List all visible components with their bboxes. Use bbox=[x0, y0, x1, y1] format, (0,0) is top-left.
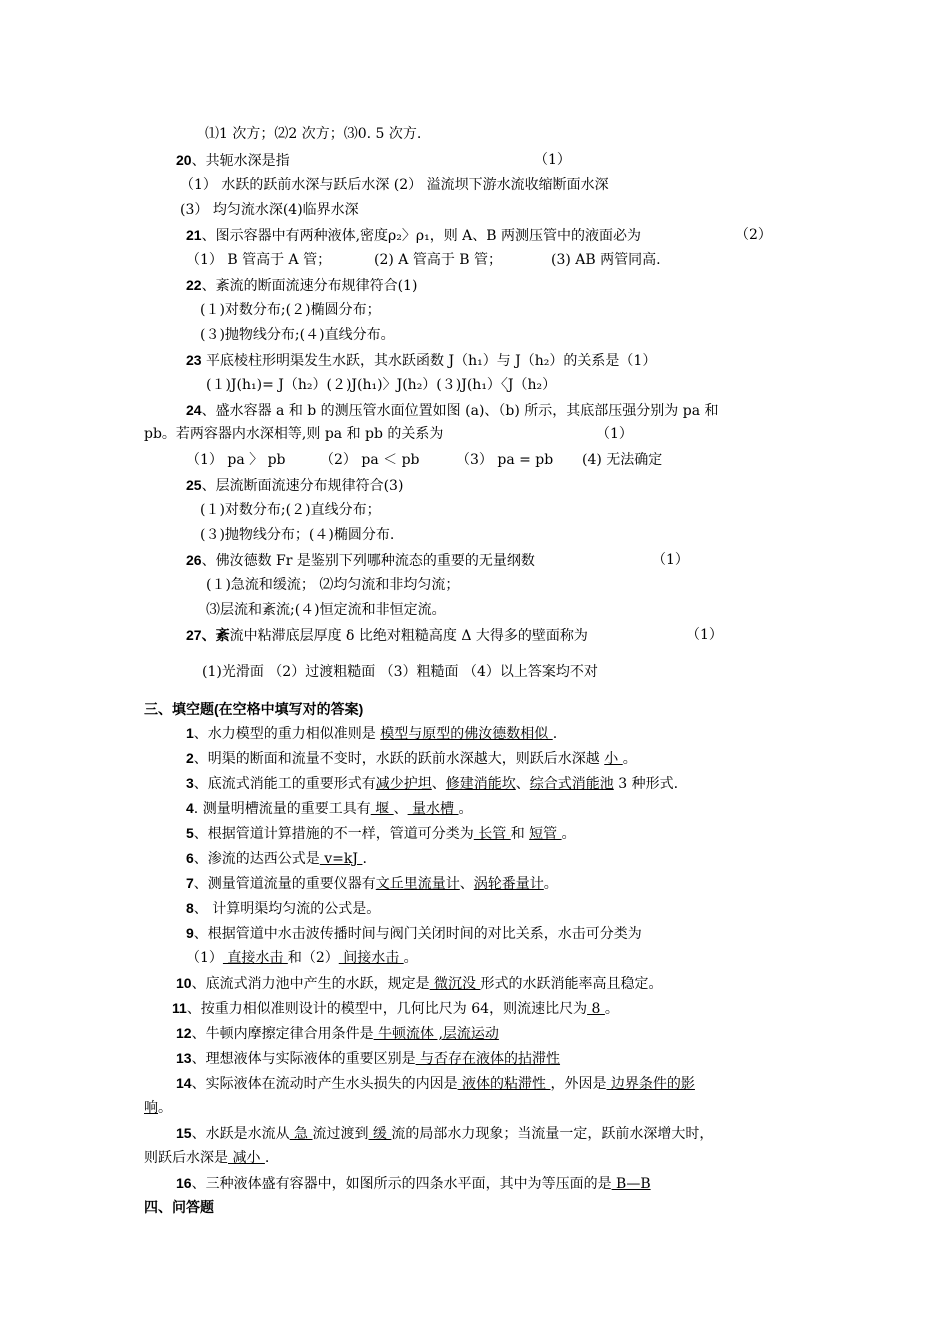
q21-stem: 21、图示容器中有两种液体,密度ρ₂〉ρ₁，则 A、B 两测压管中的液面必为 bbox=[186, 227, 642, 244]
q27-stem: 27、紊流中粘滞底层厚度 δ 比绝对粗糙高度 Δ 大得多的壁面称为 bbox=[186, 627, 588, 644]
fill-q11: 11、按重力相似准则设计的模型中，几何比尺为 64，则流速比尺为 8 。 bbox=[172, 1000, 619, 1017]
fill-q1: 1、水力模型的重力相似准则是 模型与原型的佛汝德数相似 . bbox=[186, 725, 558, 742]
q27-options: (1)光滑面 （2）过渡粗糙面 （3）粗糙面 （4）以上答案均不对 bbox=[202, 664, 598, 680]
q20-stem: 20、共轭水深是指 bbox=[176, 152, 290, 169]
q24-option-3: （3） pa = pb bbox=[456, 452, 554, 468]
q25-options-1: (１)对数分布;(２)直线分布； bbox=[200, 502, 381, 518]
q21-option-3: (3) AB 两管同高. bbox=[551, 252, 661, 268]
q25-stem: 25、层流断面流速分布规律符合(3) bbox=[186, 477, 404, 494]
q26-options-2: ⑶层流和紊流;(４)恒定流和非恒定流。 bbox=[206, 602, 446, 618]
q24-stem-1: 24、盛水容器 a 和 b 的测压管水面位置如图 (a)、（b) 所示，其底部压强分别为 pa 和 bbox=[186, 402, 719, 419]
fill-q15-line2: 则跃后水深是 减小 . bbox=[144, 1150, 270, 1166]
q21-option-2: (2) A 管高于 B 管； bbox=[374, 252, 503, 268]
section-3-heading: 三、填空题(在空格中填写对的答案) bbox=[144, 701, 364, 717]
fill-q14-line2: 响。 bbox=[144, 1100, 172, 1116]
q23-options: (１)J(h₁)= J（h₂）(２)J(h₁)〉J(h₂）(３)J(h₁）〈J（h₂） bbox=[206, 377, 557, 393]
fill-q7: 7、测量管道流量的重要仪器有文丘里流量计、涡轮番量计。 bbox=[186, 875, 558, 892]
fill-q15-line1: 15、水跃是水流从 急 流过渡到 缓 流的局部水力现象；当流量一定，跃前水深增大时， bbox=[176, 1125, 714, 1142]
fill-q10: 10、底流式消力池中产生的水跃，规定是 微沉没 形式的水跃消能率高且稳定。 bbox=[176, 975, 663, 992]
fill-q12: 12、牛顿内摩擦定律合用条件是 牛顿流体 ,层流运动 bbox=[176, 1025, 499, 1042]
fill-q14-line1: 14、实际液体在流动时产生水头损失的内因是 液体的粘滞性 ，外因是 边界条件的影 bbox=[176, 1075, 695, 1092]
fill-q8: 8、 计算明渠均匀流的公式是。 bbox=[186, 900, 381, 917]
q20-options-2: (3） 均匀流水深(4)临界水深 bbox=[180, 202, 359, 218]
fill-q3: 3、底流式消能工的重要形式有减少护坦、修建消能坎、综合式消能池 3 种形式. bbox=[186, 775, 679, 792]
section-4-heading: 四、问答题 bbox=[144, 1199, 214, 1215]
fill-q2: 2、明渠的断面和流量不变时，水跃的跃前水深越大，则跃后水深越 小 。 bbox=[186, 750, 637, 767]
q22-options-2: (３)抛物线分布;(４)直线分布。 bbox=[200, 327, 395, 343]
fill-q16: 16、三种液体盛有容器中，如图所示的四条水平面，其中为等压面的是 B—B bbox=[176, 1175, 651, 1192]
fill-q6: 6、渗流的达西公式是 v=kJ . bbox=[186, 850, 367, 867]
q20-answer: （1） bbox=[534, 152, 571, 168]
q21-answer: （2） bbox=[735, 227, 772, 243]
q23-stem: 23 平底棱柱形明渠发生水跃，其水跃函数 J（h₁）与 J（h₂）的关系是（1） bbox=[186, 352, 657, 369]
q26-answer: （1） bbox=[652, 552, 689, 568]
q24-stem-2: pb。若两容器内水深相等,则 pa 和 pb 的关系为 bbox=[144, 426, 444, 442]
q24-option-4: (4) 无法确定 bbox=[582, 452, 663, 468]
q19-options: ⑴1 次方；⑵2 次方；⑶0. 5 次方. bbox=[205, 126, 422, 142]
q24-option-2: （2） pa ＜ pb bbox=[320, 452, 420, 468]
fill-q13: 13、理想液体与实际液体的重要区别是 与否存在液体的拈滞性 bbox=[176, 1050, 561, 1067]
fill-q4: 4. 测量明槽流量的重要工具有 堰 、 量水槽 。 bbox=[186, 800, 473, 817]
q22-options-1: (１)对数分布;(２)椭圆分布； bbox=[200, 302, 381, 318]
fill-q9-line2: （1） 直接水击 和（2） 间接水击 。 bbox=[186, 950, 418, 966]
fill-q9-line1: 9、根据管道中水击波传播时间与阀门关闭时间的对比关系，水击可分类为 bbox=[186, 925, 642, 942]
fill-q5: 5、根据管道计算措施的不一样，管道可分类为 长管 和 短管 。 bbox=[186, 825, 576, 842]
q20-options-1: （1） 水跃的跃前水深与跃后水深 (2） 溢流坝下游水流收缩断面水深 bbox=[180, 177, 609, 193]
q27-answer: （1） bbox=[686, 627, 723, 643]
q25-options-2: (３)抛物线分布；(４)椭圆分布. bbox=[200, 527, 395, 543]
q22-stem: 22、紊流的断面流速分布规律符合(1) bbox=[186, 277, 418, 294]
q26-options-1: (１)急流和缓流； ⑵均匀流和非均匀流； bbox=[206, 577, 460, 593]
q21-option-1: （1） B 管高于 A 管； bbox=[186, 252, 332, 268]
q24-option-1: （1） pa 〉 pb bbox=[186, 452, 286, 468]
q24-answer: （1） bbox=[596, 426, 633, 442]
q26-stem: 26、佛汝德数 Fr 是鉴别下列哪种流态的重要的无量纲数 bbox=[186, 552, 535, 569]
